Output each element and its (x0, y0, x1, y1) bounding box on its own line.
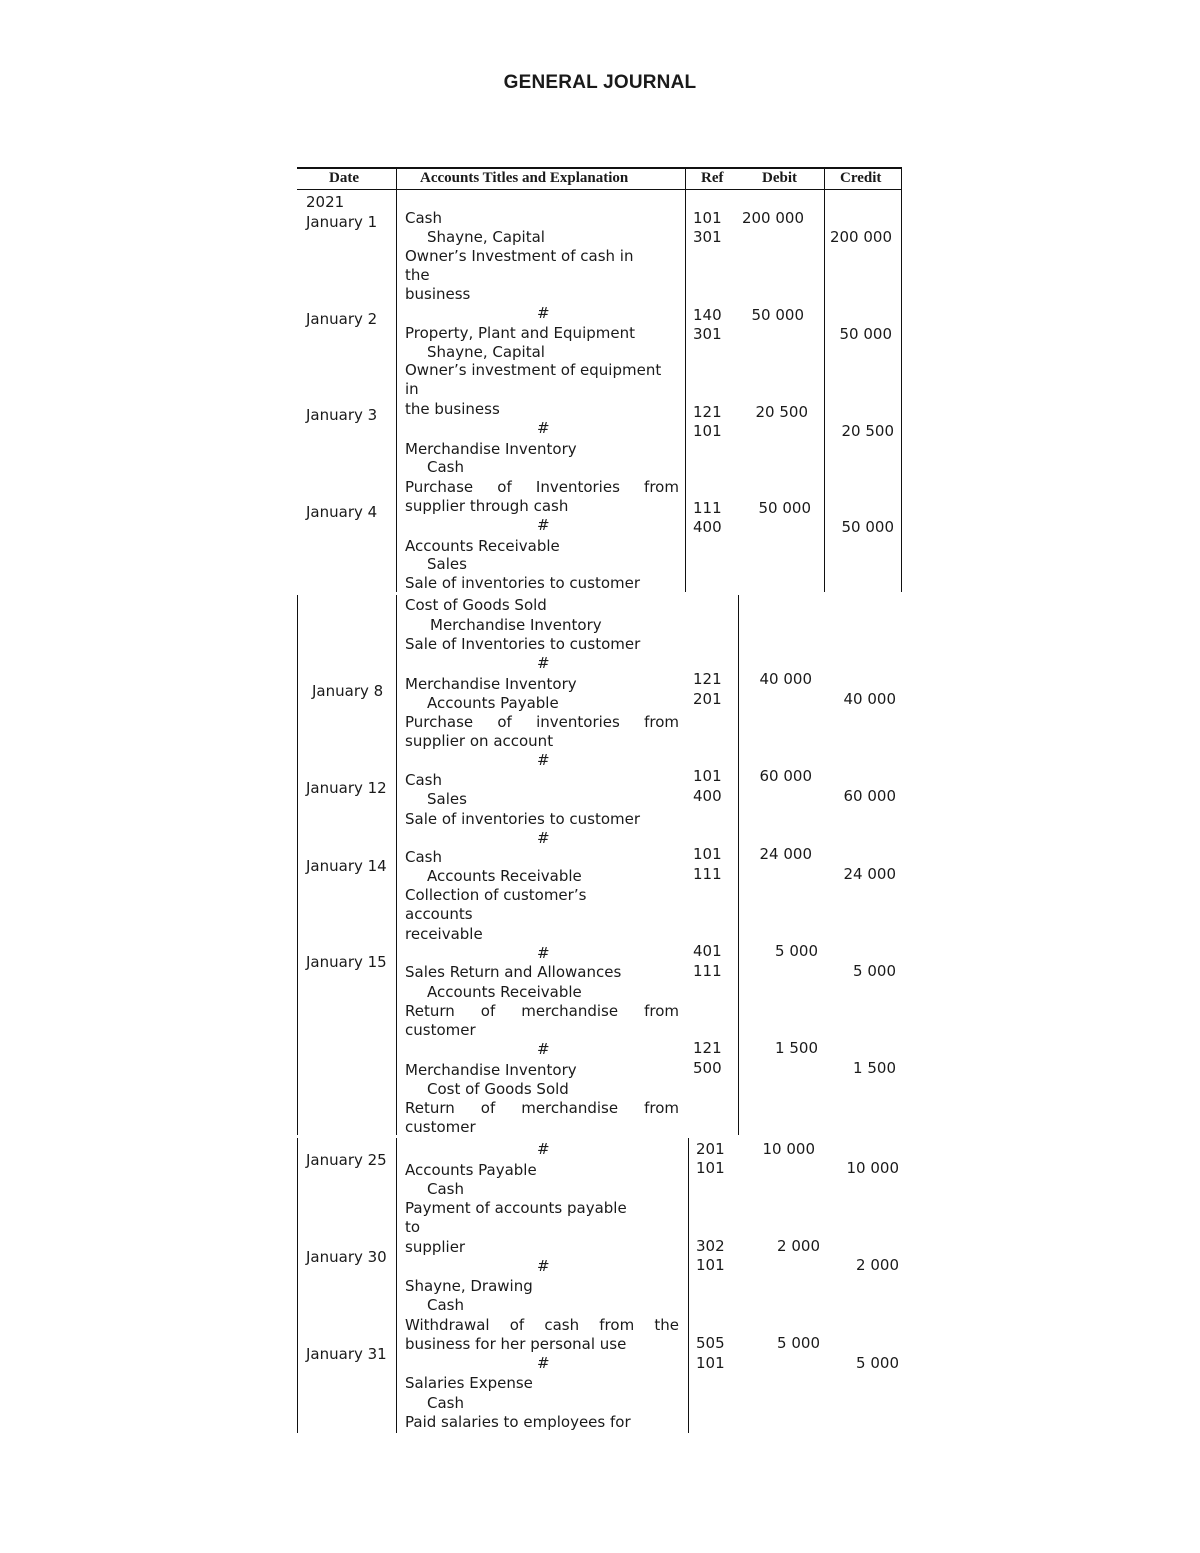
separator-hash: # (537, 1040, 550, 1058)
entry-date: January 8 (312, 682, 384, 700)
ref-number: 101 (693, 845, 722, 863)
entry-date: January 2 (306, 310, 378, 328)
explanation: to (405, 1218, 421, 1236)
debit-amount: 60 000 (759, 767, 812, 785)
explanation: business for her personal use (405, 1335, 627, 1353)
account-title: Merchandise Inventory (430, 616, 602, 634)
account-title: Merchandise Inventory (405, 675, 577, 693)
account-title: Merchandise Inventory (405, 1061, 577, 1079)
account-title: Merchandise Inventory (405, 440, 577, 458)
account-title: Sales (427, 790, 467, 808)
ref-number: 201 (696, 1140, 725, 1158)
separator-hash: # (537, 944, 550, 962)
explanation: Purchase of Inventories from (405, 478, 679, 496)
account-title: Sales Return and Allowances (405, 963, 622, 981)
column-rule (297, 1138, 298, 1433)
debit-amount: 20 500 (755, 403, 808, 421)
ref-number: 400 (693, 787, 722, 805)
credit-amount: 5 000 (853, 962, 896, 980)
account-title: Cost of Goods Sold (427, 1080, 569, 1098)
column-rule (688, 1138, 689, 1433)
debit-amount: 1 500 (775, 1039, 818, 1057)
separator-hash: # (537, 419, 550, 437)
account-title: Accounts Payable (427, 694, 559, 712)
account-title: Cash (405, 771, 442, 789)
account-title: Cash (427, 458, 464, 476)
account-title: Shayne, Capital (427, 343, 545, 361)
ref-number: 302 (696, 1237, 725, 1255)
entry-date: January 12 (306, 779, 387, 797)
explanation: Sale of inventories to customer (405, 574, 641, 592)
credit-amount: 5 000 (856, 1354, 899, 1372)
explanation: Return of merchandise from (405, 1099, 679, 1117)
separator-hash: # (537, 516, 550, 534)
explanation: Collection of customer’s (405, 886, 587, 904)
debit-amount: 10 000 (762, 1140, 815, 1158)
account-title: Cost of Goods Sold (405, 596, 547, 614)
explanation: Sale of inventories to customer (405, 810, 641, 828)
ref-number: 401 (693, 942, 722, 960)
explanation: customer (405, 1118, 476, 1136)
explanation: accounts (405, 905, 473, 923)
credit-amount: 50 000 (841, 518, 894, 536)
account-title: Cash (427, 1296, 464, 1314)
credit-amount: 20 500 (841, 422, 894, 440)
account-title: Accounts Receivable (427, 867, 582, 885)
credit-amount: 200 000 (829, 228, 892, 246)
column-rule (396, 1138, 397, 1433)
explanation: Sale of Inventories to customer (405, 635, 641, 653)
explanation: the (405, 266, 430, 284)
header-credit: Credit (840, 170, 882, 186)
account-title: Accounts Receivable (427, 983, 582, 1001)
explanation: receivable (405, 925, 483, 943)
explanation: in (405, 380, 419, 398)
ref-number: 400 (693, 518, 722, 536)
ref-number: 101 (696, 1354, 725, 1372)
account-title: Shayne, Drawing (405, 1277, 533, 1295)
ref-number: 121 (693, 1039, 722, 1057)
explanation: supplier through cash (405, 497, 569, 515)
entry-date: January 3 (306, 406, 378, 424)
account-title: Cash (427, 1180, 464, 1198)
ref-number: 111 (693, 962, 722, 980)
account-title: Cash (405, 209, 442, 227)
account-title: Property, Plant and Equipment (405, 324, 635, 342)
column-rule (738, 595, 739, 1135)
separator-hash: # (537, 829, 550, 847)
debit-amount: 24 000 (759, 845, 812, 863)
separator-hash: # (537, 1354, 550, 1372)
column-rule (297, 595, 298, 1135)
explanation: Paid salaries to employees for (405, 1413, 631, 1431)
account-title: Cash (427, 1394, 464, 1412)
explanation: Payment of accounts payable (405, 1199, 627, 1217)
credit-amount: 1 500 (853, 1059, 896, 1077)
entry-date: January 31 (306, 1345, 387, 1363)
explanation: Owner’s Investment of cash in (405, 247, 634, 265)
ref-number: 101 (696, 1159, 725, 1177)
debit-amount: 2 000 (777, 1237, 820, 1255)
ref-number: 101 (693, 767, 722, 785)
explanation: Owner’s investment of equipment (405, 361, 662, 379)
entry-date: January 1 (306, 213, 378, 231)
explanation: Withdrawal of cash from the (405, 1316, 679, 1334)
header-date: Date (329, 170, 359, 186)
ref-number: 505 (696, 1334, 725, 1352)
debit-amount: 200 000 (741, 209, 804, 227)
explanation: supplier (405, 1238, 466, 1256)
header-top-rule (297, 167, 902, 169)
entry-date: January 14 (306, 857, 387, 875)
separator-hash: # (537, 751, 550, 769)
separator-hash: # (537, 1257, 550, 1275)
ref-number: 101 (696, 1256, 725, 1274)
debit-amount: 5 000 (775, 942, 818, 960)
ref-number: 101 (693, 209, 722, 227)
entry-date: January 30 (306, 1248, 387, 1266)
ref-number: 500 (693, 1059, 722, 1077)
separator-hash: # (537, 654, 550, 672)
ref-number: 301 (693, 325, 722, 343)
ref-number: 121 (693, 670, 722, 688)
debit-amount: 5 000 (777, 1334, 820, 1352)
entry-date: January 4 (306, 503, 378, 521)
column-rule (685, 168, 686, 592)
header-ref: Ref (701, 170, 724, 186)
account-title: Accounts Receivable (405, 537, 560, 555)
account-title: Shayne, Capital (427, 228, 545, 246)
header-debit: Debit (762, 170, 797, 186)
ref-number: 101 (693, 422, 722, 440)
explanation: the business (405, 400, 500, 418)
column-rule (396, 595, 397, 1135)
page-title: GENERAL JOURNAL (503, 72, 697, 93)
header-bottom-rule (297, 189, 902, 190)
account-title: Cash (405, 848, 442, 866)
entry-date: January 15 (306, 953, 387, 971)
ref-number: 301 (693, 228, 722, 246)
ref-number: 111 (693, 499, 722, 517)
account-title: Salaries Expense (405, 1374, 533, 1392)
explanation: Return of merchandise from (405, 1002, 679, 1020)
separator-hash: # (537, 1140, 550, 1158)
column-rule (824, 168, 825, 592)
ref-number: 201 (693, 690, 722, 708)
ref-number: 111 (693, 865, 722, 883)
separator-hash: # (537, 304, 550, 322)
explanation: customer (405, 1021, 476, 1039)
credit-amount: 40 000 (843, 690, 896, 708)
credit-amount: 2 000 (856, 1256, 899, 1274)
explanation: Purchase of inventories from (405, 713, 679, 731)
year-label: 2021 (306, 193, 345, 211)
ref-number: 121 (693, 403, 722, 421)
ref-number: 140 (693, 306, 722, 324)
credit-amount: 50 000 (839, 325, 892, 343)
credit-amount: 60 000 (843, 787, 896, 805)
debit-amount: 40 000 (759, 670, 812, 688)
column-rule (396, 168, 397, 592)
account-title: Sales (427, 555, 467, 573)
debit-amount: 50 000 (751, 306, 804, 324)
explanation: business (405, 285, 471, 303)
explanation: supplier on account (405, 732, 554, 750)
entry-date: January 25 (306, 1151, 387, 1169)
credit-amount: 10 000 (846, 1159, 899, 1177)
header-accounts: Accounts Titles and Explanation (420, 170, 629, 186)
credit-amount: 24 000 (843, 865, 896, 883)
account-title: Accounts Payable (405, 1161, 537, 1179)
debit-amount: 50 000 (758, 499, 811, 517)
column-rule (901, 168, 902, 592)
